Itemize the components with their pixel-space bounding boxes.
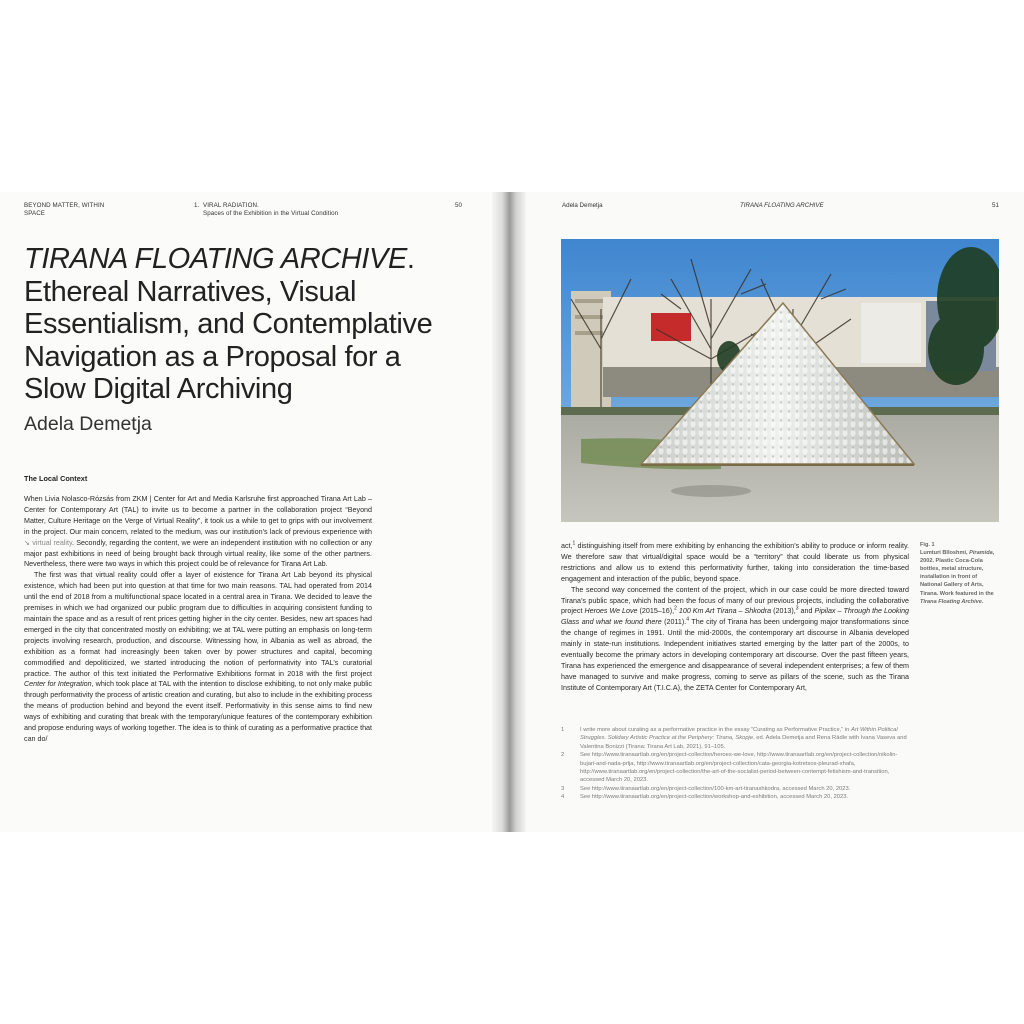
caption-text <box>920 549 1000 606</box>
footnote-number: 3 <box>561 785 565 792</box>
text-run: distinguishing itself from mere exhibiting by enhancing the exhibition’s ability to produce or inform reality. We therefore saw that virtual/digital space would be a “territory” that could liberate us from physical restrictions and allow us to extend this performativity further, taking into consideration the time-based engagement and interaction of the public, beyond space. <box>561 542 909 583</box>
essay-title-block <box>24 243 464 436</box>
paragraph <box>24 570 372 745</box>
figure-caption <box>920 541 1000 606</box>
arrow-link-icon: ↘ virtual reality <box>24 538 73 547</box>
text-run: See http://www.tiranaartlab.org/en/project-collection/workshop-and-exhibition, accessed March 20, 2023. <box>580 794 849 801</box>
page-number-right: 51 <box>992 202 999 209</box>
text-run: . Secondly, regarding the content, we were an independent institution with no collection or any major past exhibitions in need of being brought back through virtual reality, like some of the other partners. Nevertheless, there were two ways in which this project could be of relevance for Tirana Art Lab. <box>24 538 373 569</box>
footnote-text <box>580 726 913 751</box>
page-number-left: 50 <box>455 202 462 209</box>
italic-title: Center for Integration <box>24 680 92 689</box>
caption-details: , 2002. Plastic Coca-Cola bottles, metal structure, installation in front of National Gallery of Arts, Tirana. Work featured in the <box>920 550 995 597</box>
footnotes <box>561 726 913 802</box>
running-header-book-title: BEYOND MATTER, WITHIN SPACE <box>24 202 105 217</box>
text-run: , ed. Adela Demetja and Rena Rädle with Ivana Vaseva and Valentina Bonizzi (Tirana: Tirana Art Lab, 2021), 91–105. <box>580 735 907 750</box>
left-body-text <box>24 494 372 745</box>
footnote-number: 4 <box>561 794 565 801</box>
section-heading: The Local Context <box>24 474 88 483</box>
footnote-ref[interactable]: 4 <box>686 616 690 623</box>
footnote <box>561 793 913 801</box>
italic-title: Art Within Political Struggles. Solidary Artistic Practice at the Periphery: Tirana, Skopje <box>580 727 898 742</box>
paragraph <box>24 494 372 570</box>
footnote-ref[interactable]: 1 <box>572 540 576 547</box>
text-run: See http://www.tiranaartlab.org/en/project-collection/heroes-we-love, http://www.tiranaartlab.org/en/project-collection/nikolin-bujari-and-nada-prlja, http://www.tiranaartlab.org/en/project-collection/cata-georgia-kotretsos-pleurad-xhafa, http://www.tiranaartlab.org/en/project-collection/the-art-of-the-socialist-period-between-contempt-fetishism-and-transition, accessed March 20, 2023. <box>580 752 898 784</box>
essay-title-rest: . Ethereal Narratives, Visual Essentialism, and Contemplative Navigation as a Proposal for a Slow Digital Archiving <box>24 243 433 405</box>
text-run: When Livia Nolasco-Rózsás from ZKM | Center for Art and Media Karlsruhe first approached Tirana Art Lab – Center for Contemporary Art (TAL) to invite us to become a partner in the collaboration project “Beyond Matter, Culture Heritage on the Verge of Virtual Reality”, it took us a while to get to grips with our involvement in the project. Our main concern, related to the medium, was our institution’s lack of previous experience with <box>24 495 372 536</box>
running-header-chapter <box>194 202 394 218</box>
italic-title: Pipilax – Through the Looking Glass and what we found there <box>561 607 910 627</box>
footnote-number: 2 <box>561 752 565 759</box>
text-run: See http://www.tiranaartlab.org/en/project-collection/100-km-art-tiranashkodra, accessed March 20, 2023. <box>580 785 851 792</box>
footnote-ref[interactable]: 3 <box>795 606 799 613</box>
text-run: (2013), <box>771 607 796 616</box>
text-run: and <box>798 607 815 616</box>
text-run: I write more about curating as a performative practice in the essay “Curating as Performative Practice,” in <box>580 727 851 733</box>
paragraph <box>561 585 909 694</box>
footnote-text <box>580 785 913 793</box>
figure-label: Fig. 1 <box>920 542 935 548</box>
caption-work-title: Piramida <box>969 550 993 557</box>
italic-title: Heroes We Love <box>584 607 638 616</box>
caption-end: . <box>981 598 984 605</box>
text-run: The first was that virtual reality could offer a layer of existence for Tirana Art Lab beyond its physical existence, which had been put into question at that time for two main reasons. TAL had operated from 2014 until the end of 2018 from a multifunctional space located in a central area in Tirana. We decided to leave the premises in which we had organized our public program due to difficulties in acquiring consistent funding to maintain the space and as a result of rent prices getting higher in the city center. Besides, new art spaces had emerged in the city that concentrated mostly on exhibiting; we at TAL were putting an emphasis on long-term projects involving research, production, and discourse. Witnessing how, in Albania as well as abroad, the exhibition as a format had increasingly been taken over by power structures and capital, becoming commodified and depoliticized, we started introducing the notion of performativity into TAL’s curatorial practice. The author of this text initiated the Performative Exhibitions format in 2018 with the first project <box>24 571 372 678</box>
footnote <box>561 726 913 751</box>
text-run: act, <box>561 542 573 550</box>
glossary-link[interactable] <box>24 539 72 547</box>
chapter-subtitle: Spaces of the Exhibition in the Virtual Condition <box>203 210 339 217</box>
footnote-ref[interactable]: 2 <box>674 606 677 613</box>
text-run: The second way concerned the content of the project, which in our case could be more directed toward Tirana’s public space, which had been the focus of many of our previous projects, including the collaborative project <box>561 585 909 616</box>
caption-artist: Lumturi Blloshmi, <box>920 550 968 557</box>
chapter-title: VIRAL RADIATION. <box>203 202 259 209</box>
footnote-text <box>580 751 913 785</box>
chapter-number: 1. <box>194 202 200 209</box>
paragraph <box>561 541 909 585</box>
essay-title <box>24 243 464 406</box>
footnote-text <box>580 793 913 801</box>
footnote-number: 1 <box>561 727 565 733</box>
caption-featured-in: Tirana Floating Archive <box>920 598 982 605</box>
running-header-author: Adela Demetja <box>562 202 603 209</box>
text-run: (2011). <box>661 618 687 627</box>
running-header-essay-title: TIRANA FLOATING ARCHIVE <box>740 202 824 209</box>
italic-title: 100 Km Art Tirana – Shkodra <box>678 607 772 616</box>
footnote <box>561 785 913 793</box>
text-run: , which took place at TAL with the intention to disclose exhibiting, to not only make public through performativity the process of artistic creation and curating, but also to include in the exhibiting process the means of production behind and beyond the event itself. Performativity in this sense aims to find new ways of exhibiting and curating that break with the temporary/unique features of the contemporary exhibition and propose enduring ways of working together. The idea is to think of curating as a performative practice that can do/ <box>24 680 372 743</box>
right-body-text <box>561 541 909 694</box>
text-run: (2015–16), <box>637 607 675 616</box>
essay-title-italic: TIRANA FLOATING ARCHIVE <box>24 243 407 275</box>
footnote <box>561 751 913 785</box>
text-run: The city of Tirana has been undergoing major transformations since the change of regimes in 1991. Until the mid-2000s, the contemporary art discourse in Albania developed mainly in state-run institutions. Independent initiatives started emerging by the latter part of the 2000s, to eventually become the primary actors in developing contemporary art discourse. Over the past fifteen years, Tirana has experienced the emergence and disappearance of several independent enterprises; a few of them have managed to survive and make progress, coming to serve as pillars of the scene, such as the Tirana Institute of Contemporary Art (T.I.C.A), the ZETA Center for Contemporary Art, <box>561 618 909 692</box>
photo-pyramid-installation <box>561 239 999 522</box>
book-spine <box>492 192 526 832</box>
author-name: Adela Demetja <box>24 412 152 435</box>
